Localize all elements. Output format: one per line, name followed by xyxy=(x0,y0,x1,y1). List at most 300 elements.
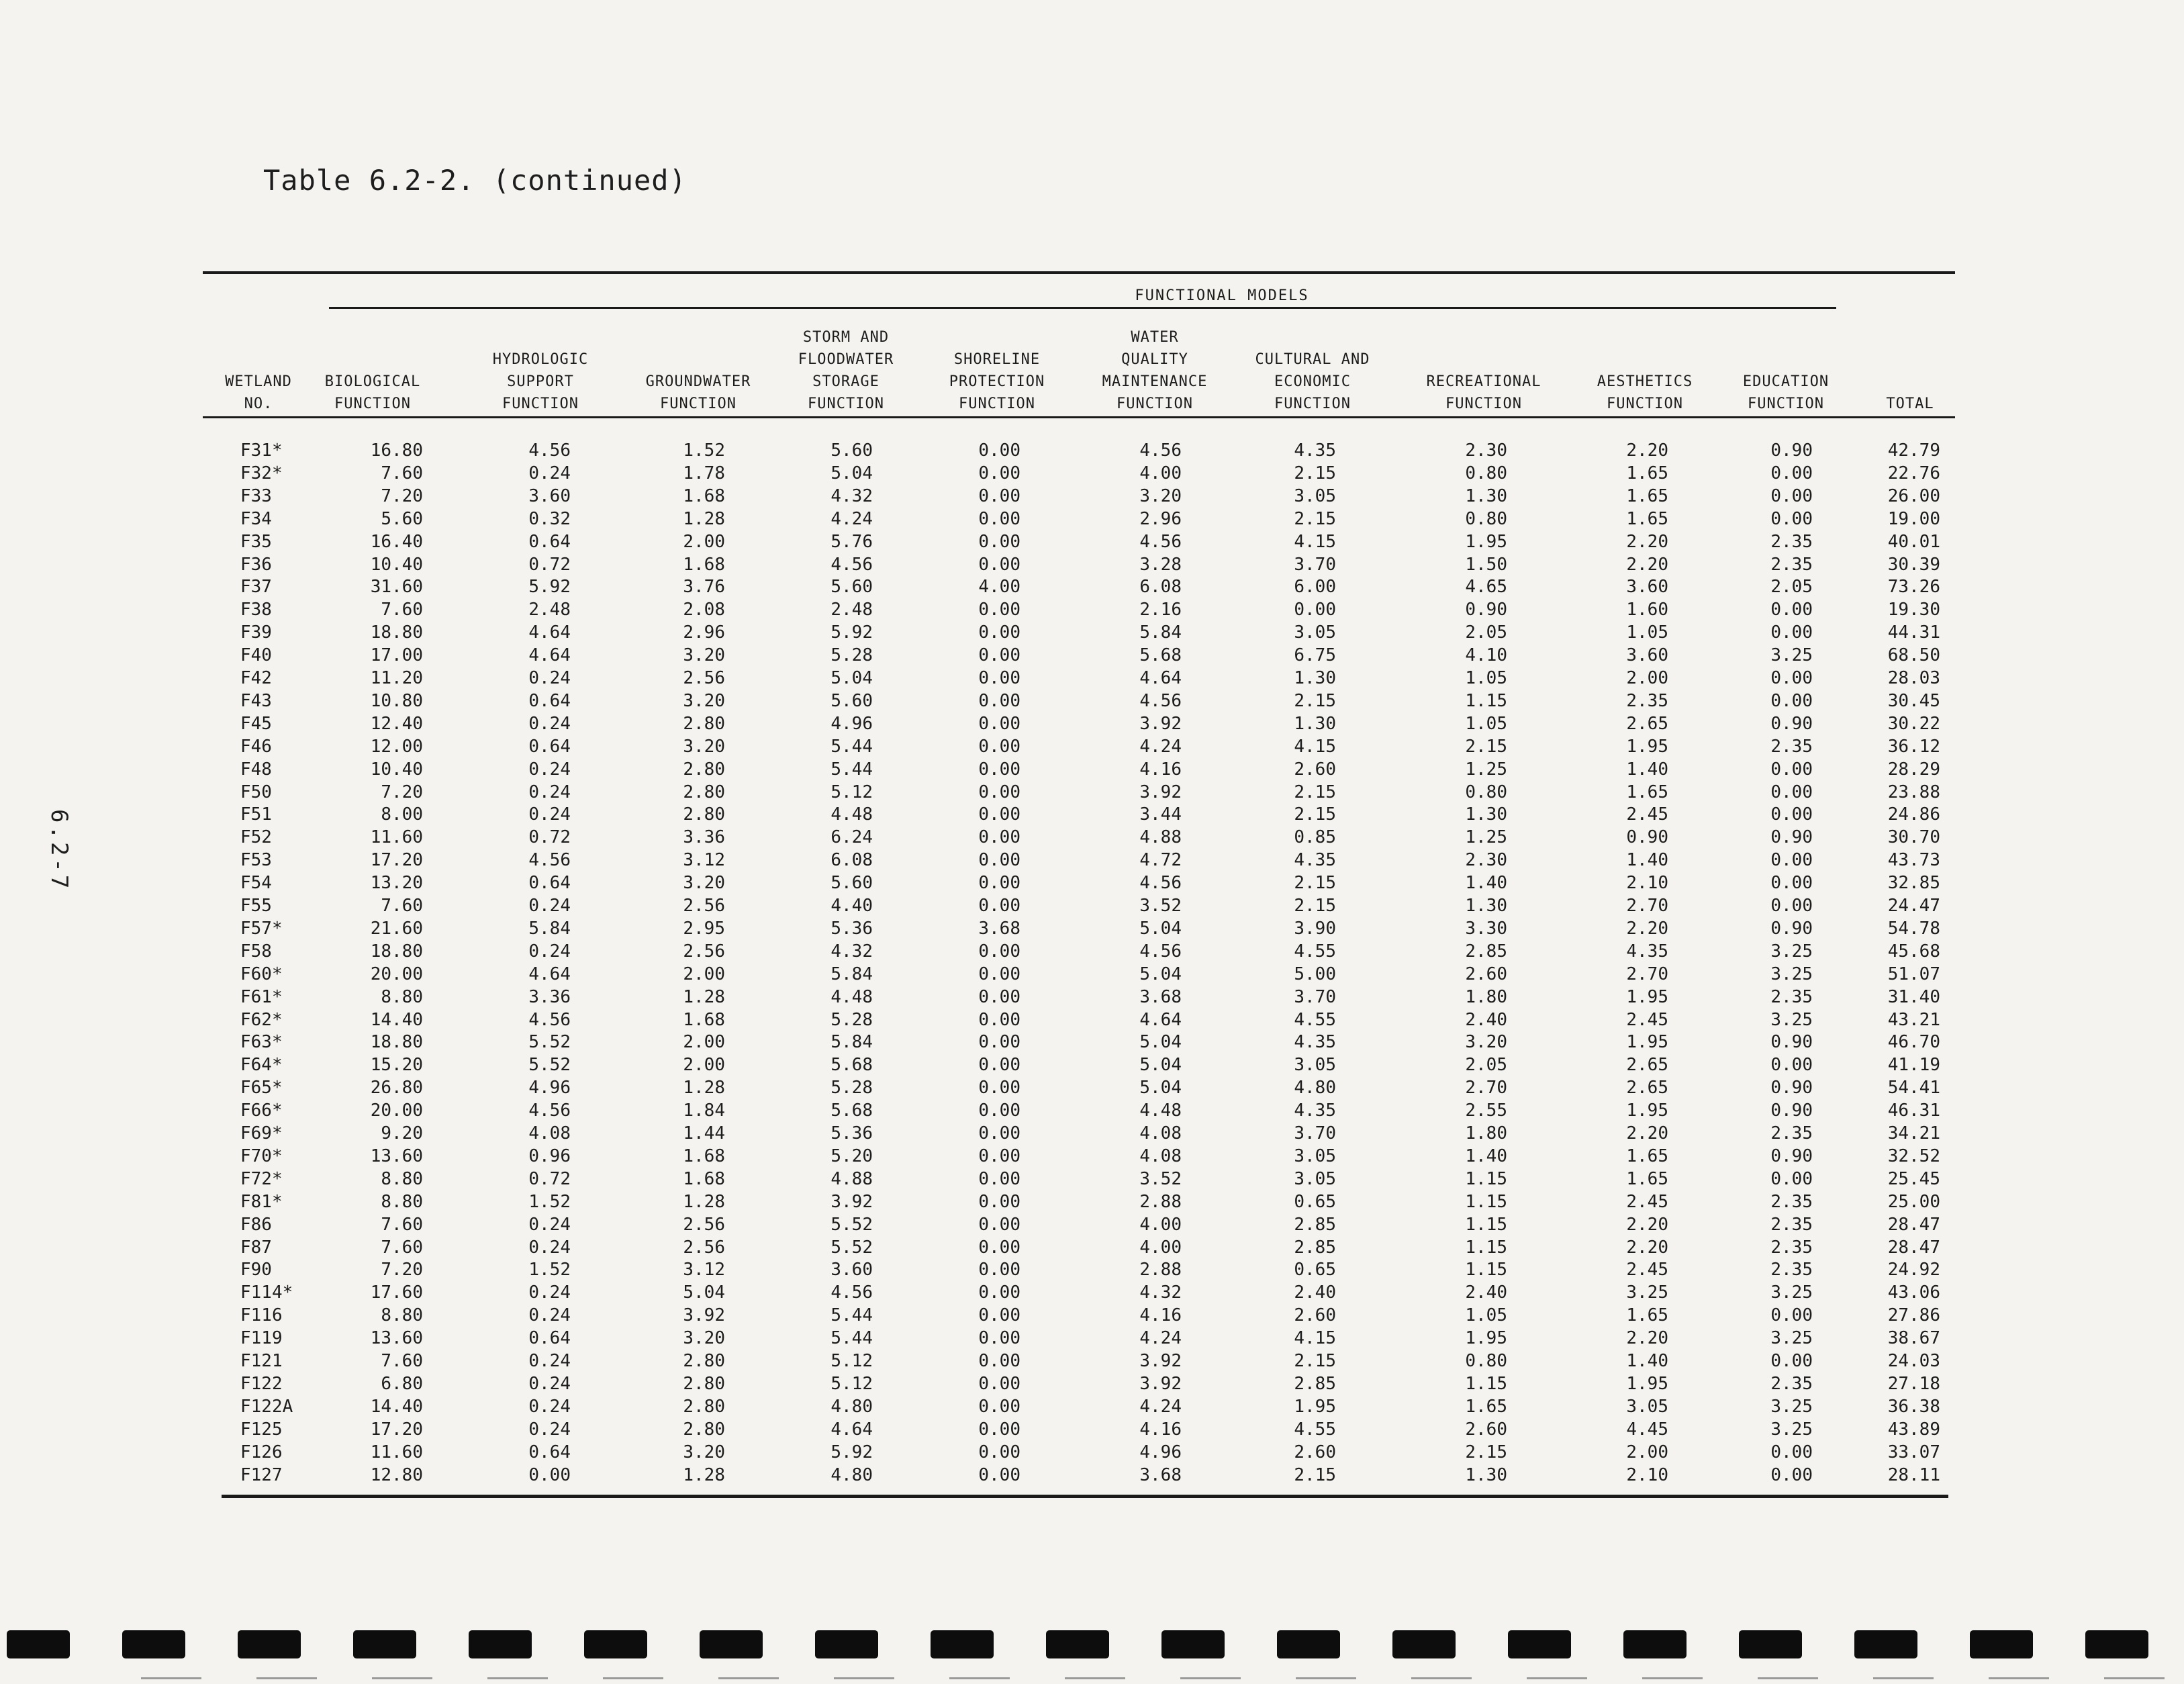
value-cell: 4.16 xyxy=(1139,1305,1182,1326)
value-cell: 1.65 xyxy=(1626,485,1668,506)
table-row xyxy=(0,1145,2184,1168)
value-cell: 1.28 xyxy=(683,1078,725,1098)
value-cell: 0.64 xyxy=(528,1442,571,1462)
value-cell: 22.76 xyxy=(1887,463,1940,483)
value-cell: 1.95 xyxy=(1626,1373,1668,1394)
value-cell: 3.25 xyxy=(1626,1282,1668,1303)
value-cell: 0.32 xyxy=(528,508,571,529)
table-row xyxy=(0,599,2184,621)
wetland-id-cell: F48 xyxy=(240,759,272,780)
wetland-id-cell: F116 xyxy=(240,1305,283,1326)
value-cell: 2.40 xyxy=(1465,1009,1507,1030)
value-cell: 0.00 xyxy=(978,645,1020,666)
table-row xyxy=(0,1214,2184,1236)
scan-dash xyxy=(1065,1677,1125,1679)
value-cell: 8.80 xyxy=(381,1168,423,1189)
table-row xyxy=(0,485,2184,508)
value-cell: 27.86 xyxy=(1887,1305,1940,1326)
value-cell: 3.25 xyxy=(1770,1282,1813,1303)
value-cell: 9.20 xyxy=(381,1123,423,1143)
wetland-id-cell: F54 xyxy=(240,873,272,894)
value-cell: 3.25 xyxy=(1770,964,1813,984)
value-cell: 6.24 xyxy=(830,827,873,848)
value-cell: 4.35 xyxy=(1294,1032,1336,1053)
value-cell: 0.90 xyxy=(1626,827,1668,848)
value-cell: 4.35 xyxy=(1626,941,1668,962)
value-cell: 1.40 xyxy=(1626,850,1668,871)
value-cell: 2.15 xyxy=(1294,690,1336,711)
value-cell: 4.32 xyxy=(830,485,873,506)
value-cell: 2.60 xyxy=(1465,964,1507,984)
value-cell: 5.92 xyxy=(528,577,571,598)
column-header-2: HYDROLOGIC SUPPORT FUNCTION xyxy=(492,351,589,412)
value-cell: 1.30 xyxy=(1465,804,1507,825)
value-cell: 5.52 xyxy=(830,1237,873,1258)
value-cell: 24.92 xyxy=(1887,1260,1940,1280)
value-cell: 1.95 xyxy=(1626,1032,1668,1053)
value-cell: 7.60 xyxy=(381,600,423,620)
value-cell: 0.00 xyxy=(978,1168,1020,1189)
value-cell: 5.52 xyxy=(528,1055,571,1076)
value-cell: 4.45 xyxy=(1626,1419,1668,1440)
value-cell: 1.15 xyxy=(1465,1260,1507,1280)
value-cell: 43.89 xyxy=(1887,1419,1940,1440)
table-row xyxy=(0,576,2184,598)
wetland-id-cell: F122 xyxy=(240,1373,283,1394)
wetland-id-cell: F38 xyxy=(240,600,272,620)
value-cell: 0.00 xyxy=(978,1055,1020,1076)
punch-hole xyxy=(469,1630,532,1658)
table-row xyxy=(0,1396,2184,1418)
value-cell: 1.95 xyxy=(1626,1101,1668,1121)
value-cell: 1.52 xyxy=(683,440,725,461)
value-cell: 3.25 xyxy=(1770,1328,1813,1349)
value-cell: 0.24 xyxy=(528,896,571,916)
table-row xyxy=(0,1464,2184,1487)
value-cell: 0.00 xyxy=(978,1464,1020,1485)
wetland-id-cell: F126 xyxy=(240,1442,283,1462)
value-cell: 13.60 xyxy=(370,1145,423,1166)
wetland-id-cell: F81* xyxy=(240,1191,283,1212)
value-cell: 1.30 xyxy=(1465,896,1507,916)
value-cell: 0.00 xyxy=(978,690,1020,711)
value-cell: 3.92 xyxy=(1139,713,1182,734)
table-row xyxy=(0,1442,2184,1464)
value-cell: 4.32 xyxy=(830,941,873,962)
value-cell: 1.95 xyxy=(1626,736,1668,757)
scan-dash xyxy=(1642,1677,1703,1679)
wetland-id-cell: F121 xyxy=(240,1351,283,1371)
value-cell: 18.80 xyxy=(370,622,423,643)
value-cell: 12.40 xyxy=(370,713,423,734)
table-row xyxy=(0,804,2184,826)
value-cell: 2.35 xyxy=(1770,1373,1813,1394)
wetland-id-cell: F35 xyxy=(240,531,272,552)
value-cell: 11.20 xyxy=(370,668,423,688)
value-cell: 21.60 xyxy=(370,918,423,939)
value-cell: 1.68 xyxy=(683,1168,725,1189)
punch-hole xyxy=(1392,1630,1456,1658)
wetland-id-cell: F61* xyxy=(240,986,283,1007)
value-cell: 0.00 xyxy=(1770,668,1813,688)
value-cell: 2.15 xyxy=(1294,508,1336,529)
value-cell: 0.00 xyxy=(978,508,1020,529)
value-cell: 0.00 xyxy=(978,1009,1020,1030)
value-cell: 1.40 xyxy=(1626,1351,1668,1371)
value-cell: 0.00 xyxy=(1294,600,1336,620)
value-cell: 23.88 xyxy=(1887,782,1940,802)
value-cell: 5.12 xyxy=(830,782,873,802)
value-cell: 3.20 xyxy=(683,1328,725,1349)
value-cell: 17.00 xyxy=(370,645,423,666)
table-row xyxy=(0,1237,2184,1259)
value-cell: 42.79 xyxy=(1887,440,1940,461)
value-cell: 0.90 xyxy=(1770,1145,1813,1166)
value-cell: 2.65 xyxy=(1626,713,1668,734)
value-cell: 2.15 xyxy=(1465,736,1507,757)
value-cell: 4.08 xyxy=(528,1123,571,1143)
value-cell: 44.31 xyxy=(1887,622,1940,643)
value-cell: 8.00 xyxy=(381,804,423,825)
value-cell: 0.72 xyxy=(528,1168,571,1189)
wetland-id-cell: F125 xyxy=(240,1419,283,1440)
value-cell: 0.90 xyxy=(1770,827,1813,848)
scan-dash xyxy=(1411,1677,1472,1679)
value-cell: 2.05 xyxy=(1465,1055,1507,1076)
wetland-id-cell: F127 xyxy=(240,1464,283,1485)
value-cell: 4.56 xyxy=(830,554,873,575)
value-cell: 2.20 xyxy=(1626,531,1668,552)
value-cell: 24.47 xyxy=(1887,896,1940,916)
scan-dash xyxy=(834,1677,894,1679)
value-cell: 1.68 xyxy=(683,1009,725,1030)
value-cell: 0.00 xyxy=(1770,759,1813,780)
value-cell: 5.04 xyxy=(1139,918,1182,939)
value-cell: 5.92 xyxy=(830,1442,873,1462)
value-cell: 1.95 xyxy=(1294,1396,1336,1417)
value-cell: 0.00 xyxy=(1770,463,1813,483)
table-row xyxy=(0,1191,2184,1213)
value-cell: 30.45 xyxy=(1887,690,1940,711)
value-cell: 2.20 xyxy=(1626,1123,1668,1143)
value-cell: 3.70 xyxy=(1294,986,1336,1007)
value-cell: 5.52 xyxy=(830,1214,873,1235)
value-cell: 0.24 xyxy=(528,782,571,802)
value-cell: 4.80 xyxy=(1294,1078,1336,1098)
value-cell: 2.16 xyxy=(1139,600,1182,620)
wetland-id-cell: F90 xyxy=(240,1260,272,1280)
value-cell: 1.80 xyxy=(1465,1123,1507,1143)
value-cell: 4.55 xyxy=(1294,1009,1336,1030)
value-cell: 43.21 xyxy=(1887,1009,1940,1030)
value-cell: 2.80 xyxy=(683,759,725,780)
table-row xyxy=(0,736,2184,758)
value-cell: 3.36 xyxy=(683,827,725,848)
punch-hole xyxy=(238,1630,301,1658)
value-cell: 1.65 xyxy=(1626,508,1668,529)
value-cell: 16.80 xyxy=(370,440,423,461)
value-cell: 0.00 xyxy=(978,1260,1020,1280)
value-cell: 0.00 xyxy=(978,759,1020,780)
value-cell: 0.72 xyxy=(528,827,571,848)
table-row xyxy=(0,872,2184,894)
value-cell: 4.65 xyxy=(1465,577,1507,598)
value-cell: 46.31 xyxy=(1887,1101,1940,1121)
value-cell: 73.26 xyxy=(1887,577,1940,598)
value-cell: 0.24 xyxy=(528,463,571,483)
table-row xyxy=(0,1327,2184,1350)
value-cell: 0.64 xyxy=(528,736,571,757)
value-cell: 2.05 xyxy=(1465,622,1507,643)
value-cell: 4.00 xyxy=(978,577,1020,598)
wetland-id-cell: F70* xyxy=(240,1145,283,1166)
value-cell: 51.07 xyxy=(1887,964,1940,984)
value-cell: 3.92 xyxy=(1139,782,1182,802)
value-cell: 0.00 xyxy=(978,1396,1020,1417)
table-top-rule xyxy=(203,271,1955,274)
value-cell: 10.40 xyxy=(370,759,423,780)
value-cell: 7.60 xyxy=(381,1351,423,1371)
value-cell: 7.60 xyxy=(381,1237,423,1258)
value-cell: 3.52 xyxy=(1139,1168,1182,1189)
value-cell: 2.56 xyxy=(683,668,725,688)
punch-hole xyxy=(931,1630,994,1658)
value-cell: 2.65 xyxy=(1626,1078,1668,1098)
value-cell: 2.35 xyxy=(1770,736,1813,757)
value-cell: 4.56 xyxy=(830,1282,873,1303)
value-cell: 2.00 xyxy=(683,964,725,984)
wetland-id-cell: F87 xyxy=(240,1237,272,1258)
value-cell: 2.96 xyxy=(1139,508,1182,529)
wetland-id-cell: F86 xyxy=(240,1214,272,1235)
value-cell: 0.24 xyxy=(528,1396,571,1417)
value-cell: 2.00 xyxy=(683,1032,725,1053)
wetland-id-cell: F51 xyxy=(240,804,272,825)
value-cell: 0.00 xyxy=(978,827,1020,848)
table-row xyxy=(0,1077,2184,1099)
value-cell: 4.96 xyxy=(1139,1442,1182,1462)
value-cell: 2.60 xyxy=(1294,1305,1336,1326)
value-cell: 2.30 xyxy=(1465,440,1507,461)
column-header-8: RECREATIONAL FUNCTION xyxy=(1426,373,1541,412)
value-cell: 0.00 xyxy=(978,804,1020,825)
value-cell: 6.08 xyxy=(830,850,873,871)
wetland-id-cell: F32* xyxy=(240,463,283,483)
value-cell: 1.65 xyxy=(1626,463,1668,483)
value-cell: 0.00 xyxy=(978,941,1020,962)
value-cell: 11.60 xyxy=(370,827,423,848)
value-cell: 1.65 xyxy=(1626,1305,1668,1326)
value-cell: 5.44 xyxy=(830,736,873,757)
value-cell: 28.29 xyxy=(1887,759,1940,780)
table-row xyxy=(0,964,2184,986)
punch-hole xyxy=(1161,1630,1225,1658)
value-cell: 8.80 xyxy=(381,986,423,1007)
value-cell: 1.05 xyxy=(1626,622,1668,643)
value-cell: 3.20 xyxy=(1465,1032,1507,1053)
value-cell: 43.06 xyxy=(1887,1282,1940,1303)
value-cell: 1.25 xyxy=(1465,759,1507,780)
value-cell: 4.88 xyxy=(1139,827,1182,848)
value-cell: 3.70 xyxy=(1294,1123,1336,1143)
value-cell: 0.00 xyxy=(978,1282,1020,1303)
table-row xyxy=(0,849,2184,872)
value-cell: 2.60 xyxy=(1465,1419,1507,1440)
value-cell: 4.00 xyxy=(1139,463,1182,483)
value-cell: 1.68 xyxy=(683,1145,725,1166)
value-cell: 24.03 xyxy=(1887,1351,1940,1371)
column-header-7: CULTURAL AND ECONOMIC FUNCTION xyxy=(1255,351,1370,412)
value-cell: 4.64 xyxy=(830,1419,873,1440)
value-cell: 0.00 xyxy=(1770,782,1813,802)
value-cell: 1.68 xyxy=(683,554,725,575)
value-cell: 4.56 xyxy=(528,440,571,461)
value-cell: 2.70 xyxy=(1626,896,1668,916)
table-row xyxy=(0,941,2184,963)
wetland-id-cell: F62* xyxy=(240,1009,283,1030)
scan-dash xyxy=(949,1677,1010,1679)
value-cell: 4.24 xyxy=(1139,1396,1182,1417)
value-cell: 2.56 xyxy=(683,896,725,916)
punch-hole xyxy=(1970,1630,2033,1658)
value-cell: 0.00 xyxy=(1770,622,1813,643)
value-cell: 2.00 xyxy=(683,531,725,552)
value-cell: 3.05 xyxy=(1294,485,1336,506)
value-cell: 2.80 xyxy=(683,1396,725,1417)
value-cell: 40.01 xyxy=(1887,531,1940,552)
value-cell: 1.52 xyxy=(528,1191,571,1212)
value-cell: 5.92 xyxy=(830,622,873,643)
value-cell: 1.28 xyxy=(683,1464,725,1485)
value-cell: 4.56 xyxy=(1139,941,1182,962)
value-cell: 2.15 xyxy=(1294,896,1336,916)
value-cell: 2.35 xyxy=(1770,1191,1813,1212)
value-cell: 3.25 xyxy=(1770,1396,1813,1417)
punch-hole xyxy=(1046,1630,1109,1658)
column-header-9: AESTHETICS FUNCTION xyxy=(1597,373,1693,412)
value-cell: 2.70 xyxy=(1465,1078,1507,1098)
value-cell: 2.70 xyxy=(1626,964,1668,984)
side-page-number: 6.2-7 xyxy=(46,809,73,892)
wetland-id-cell: F58 xyxy=(240,941,272,962)
value-cell: 1.65 xyxy=(1626,782,1668,802)
value-cell: 2.20 xyxy=(1626,1328,1668,1349)
table-caption: Table 6.2-2. (continued) xyxy=(263,164,687,197)
value-cell: 28.47 xyxy=(1887,1237,1940,1258)
value-cell: 5.28 xyxy=(830,1009,873,1030)
value-cell: 26.00 xyxy=(1887,485,1940,506)
value-cell: 3.92 xyxy=(830,1191,873,1212)
value-cell: 0.00 xyxy=(978,1419,1020,1440)
value-cell: 4.48 xyxy=(830,986,873,1007)
value-cell: 2.45 xyxy=(1626,1260,1668,1280)
value-cell: 2.08 xyxy=(683,600,725,620)
value-cell: 5.76 xyxy=(830,531,873,552)
value-cell: 2.35 xyxy=(1770,1237,1813,1258)
value-cell: 32.52 xyxy=(1887,1145,1940,1166)
value-cell: 2.35 xyxy=(1770,1123,1813,1143)
value-cell: 2.85 xyxy=(1294,1214,1336,1235)
value-cell: 2.45 xyxy=(1626,1191,1668,1212)
value-cell: 2.56 xyxy=(683,1214,725,1235)
value-cell: 0.00 xyxy=(978,736,1020,757)
wetland-id-cell: F52 xyxy=(240,827,272,848)
wetland-id-cell: F31* xyxy=(240,440,283,461)
value-cell: 0.85 xyxy=(1294,827,1336,848)
value-cell: 5.04 xyxy=(830,463,873,483)
wetland-id-cell: F46 xyxy=(240,736,272,757)
value-cell: 2.85 xyxy=(1294,1237,1336,1258)
value-cell: 7.20 xyxy=(381,485,423,506)
table-row xyxy=(0,440,2184,462)
wetland-id-cell: F45 xyxy=(240,713,272,734)
wetland-id-cell: F39 xyxy=(240,622,272,643)
value-cell: 13.20 xyxy=(370,873,423,894)
value-cell: 28.47 xyxy=(1887,1214,1940,1235)
value-cell: 41.19 xyxy=(1887,1055,1940,1076)
value-cell: 0.00 xyxy=(978,1032,1020,1053)
value-cell: 46.70 xyxy=(1887,1032,1940,1053)
punch-hole xyxy=(815,1630,878,1658)
wetland-id-cell: F53 xyxy=(240,850,272,871)
value-cell: 0.00 xyxy=(978,668,1020,688)
value-cell: 15.20 xyxy=(370,1055,423,1076)
value-cell: 5.84 xyxy=(1139,622,1182,643)
value-cell: 2.65 xyxy=(1626,1055,1668,1076)
table-row xyxy=(0,986,2184,1009)
table-row xyxy=(0,1282,2184,1304)
value-cell: 7.60 xyxy=(381,463,423,483)
value-cell: 36.12 xyxy=(1887,736,1940,757)
value-cell: 0.00 xyxy=(978,622,1020,643)
value-cell: 17.60 xyxy=(370,1282,423,1303)
scan-dash xyxy=(487,1677,548,1679)
value-cell: 0.00 xyxy=(978,1237,1020,1258)
value-cell: 3.52 xyxy=(1139,896,1182,916)
value-cell: 7.60 xyxy=(381,1214,423,1235)
value-cell: 12.80 xyxy=(370,1464,423,1485)
value-cell: 1.68 xyxy=(683,485,725,506)
value-cell: 3.05 xyxy=(1294,1055,1336,1076)
value-cell: 2.40 xyxy=(1465,1282,1507,1303)
wetland-id-cell: F43 xyxy=(240,690,272,711)
table-row xyxy=(0,1350,2184,1372)
value-cell: 4.56 xyxy=(528,1009,571,1030)
value-cell: 4.64 xyxy=(1139,1009,1182,1030)
punch-hole xyxy=(1739,1630,1802,1658)
value-cell: 0.00 xyxy=(978,485,1020,506)
functional-models-title: FUNCTIONAL MODELS xyxy=(1135,287,1309,304)
value-cell: 4.56 xyxy=(1139,690,1182,711)
value-cell: 0.24 xyxy=(528,1373,571,1394)
value-cell: 5.84 xyxy=(830,1032,873,1053)
value-cell: 4.56 xyxy=(1139,873,1182,894)
value-cell: 8.80 xyxy=(381,1191,423,1212)
value-cell: 4.24 xyxy=(1139,1328,1182,1349)
table-row xyxy=(0,1419,2184,1441)
wetland-id-cell: F65* xyxy=(240,1078,283,1098)
value-cell: 3.05 xyxy=(1294,622,1336,643)
value-cell: 0.00 xyxy=(1770,873,1813,894)
value-cell: 10.40 xyxy=(370,554,423,575)
value-cell: 4.15 xyxy=(1294,531,1336,552)
value-cell: 0.00 xyxy=(978,600,1020,620)
value-cell: 4.64 xyxy=(528,645,571,666)
value-cell: 3.92 xyxy=(1139,1373,1182,1394)
value-cell: 1.95 xyxy=(1626,986,1668,1007)
value-cell: 0.00 xyxy=(978,463,1020,483)
value-cell: 1.84 xyxy=(683,1101,725,1121)
